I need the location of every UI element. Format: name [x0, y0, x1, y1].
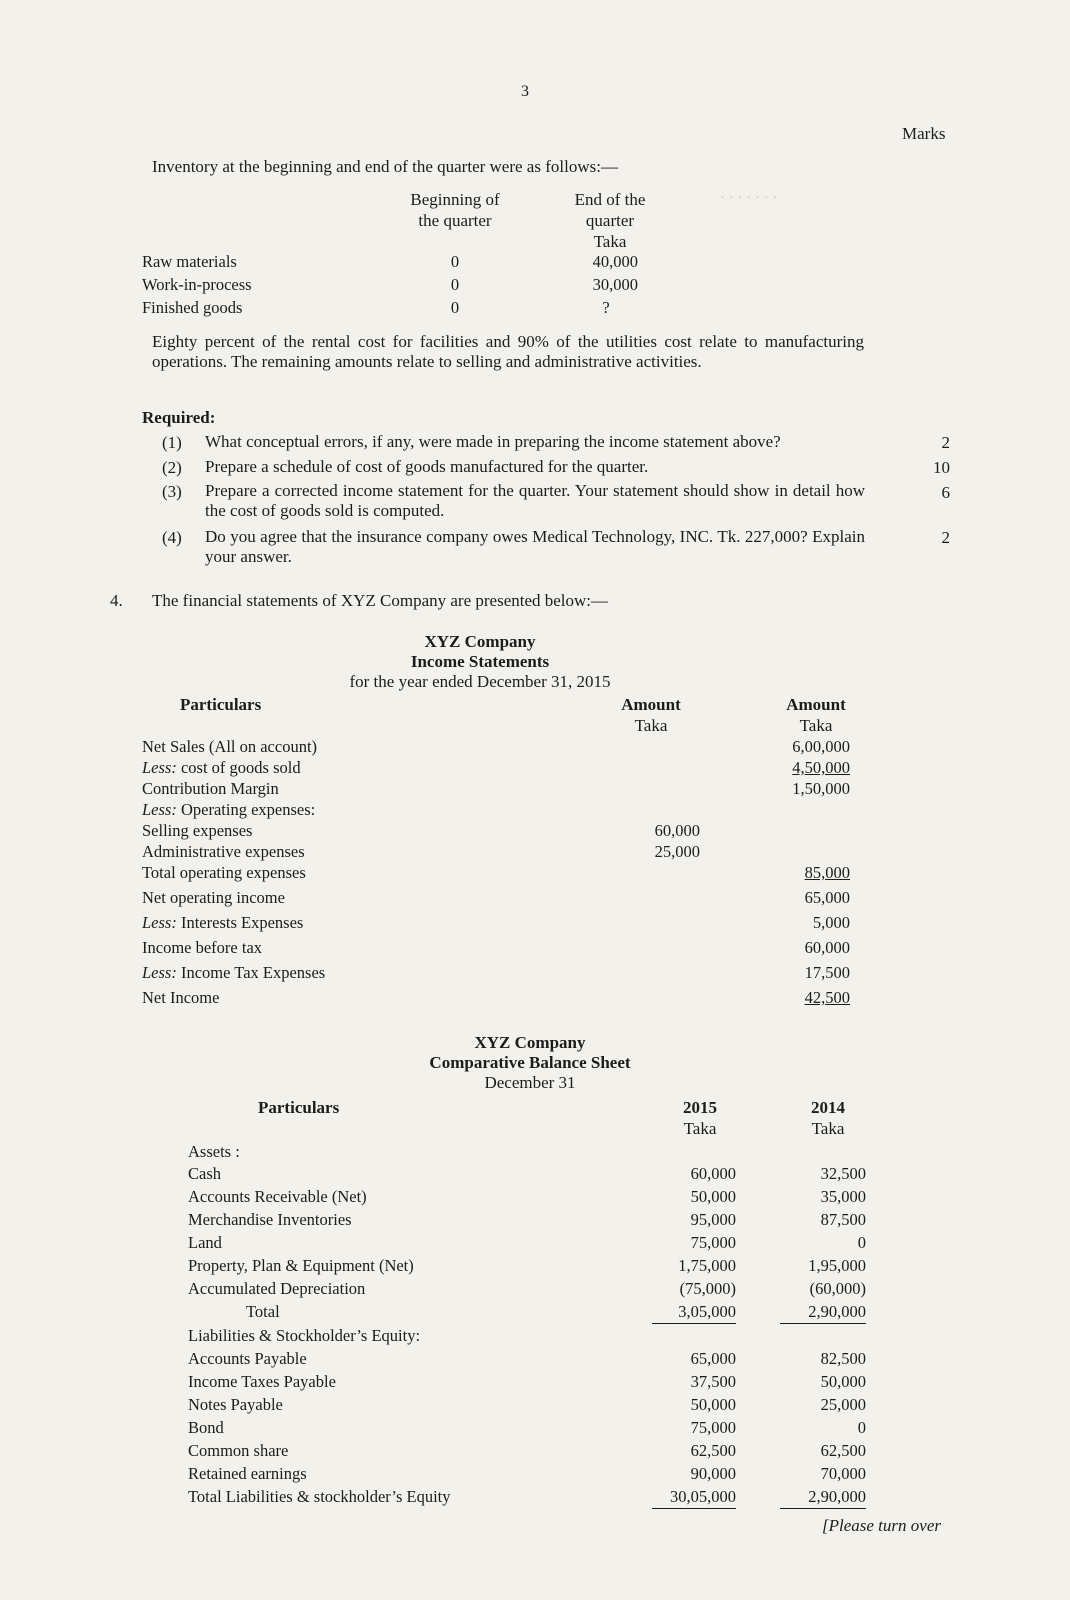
question-intro: The financial statements of XYZ Company are presented below:— [152, 591, 609, 610]
income-col-particulars: Particulars [180, 695, 262, 714]
assets-heading: Assets : [188, 1142, 240, 1161]
income-row-label: Selling expenses [142, 821, 253, 840]
required-item-number: (1) [162, 433, 182, 452]
required-item-number: (2) [162, 458, 182, 477]
income-amount2: 60,000 [804, 938, 850, 957]
income-amount1: 60,000 [654, 821, 700, 840]
balance-title: Comparative Balance Sheet [429, 1053, 631, 1072]
income-amount2: 17,500 [804, 963, 850, 982]
asset-row-label: Land [188, 1233, 222, 1252]
liability-row-2015: 65,000 [690, 1349, 736, 1368]
required-item-marks: 6 [941, 483, 950, 502]
liability-row-2014: 0 [857, 1418, 866, 1437]
asset-row-2014: 87,500 [820, 1210, 866, 1229]
income-row-label: Net operating income [142, 888, 285, 907]
liability-row-label: Accounts Payable [188, 1349, 307, 1368]
income-row-label: Less: cost of goods sold [142, 758, 301, 777]
inventory-row-label: Finished goods [142, 298, 243, 317]
asset-row-2015: 60,000 [690, 1164, 736, 1183]
required-heading: Required: [142, 408, 216, 427]
asset-row-label: Merchandise Inventories [188, 1210, 352, 1229]
inventory-col1-header: Beginning of the quarter [410, 190, 500, 230]
balance-col-particulars: Particulars [258, 1098, 340, 1117]
inventory-row-end: 30,000 [592, 275, 638, 294]
income-row-label: Administrative expenses [142, 842, 305, 861]
income-row-label: Contribution Margin [142, 779, 279, 798]
liability-row-label: Notes Payable [188, 1395, 283, 1414]
income-company-name: XYZ Company [424, 632, 536, 651]
asset-row-label: Cash [188, 1164, 221, 1183]
income-row-label: Income before tax [142, 938, 263, 957]
liability-row-label: Bond [188, 1418, 224, 1437]
liability-row-2015: 62,500 [690, 1441, 736, 1460]
question-number: 4. [110, 591, 123, 610]
income-amount1: 25,000 [654, 842, 700, 861]
asset-row-2014: 32,500 [820, 1164, 866, 1183]
income-row-label: Total operating expenses [142, 863, 306, 882]
balance-company-name: XYZ Company [474, 1033, 586, 1052]
required-item-marks: 2 [941, 433, 950, 452]
income-amount2: 4,50,000 [792, 758, 850, 777]
inventory-row-begin: 0 [450, 275, 460, 294]
inventory-row-label: Work-in-process [142, 275, 252, 294]
income-row-label: Net Sales (All on account) [142, 737, 318, 756]
total-underline [780, 1323, 866, 1324]
liability-row-2015: 37,500 [690, 1372, 736, 1391]
asset-row-2015: 75,000 [690, 1233, 736, 1252]
total-underline [780, 1508, 866, 1509]
bleed-through-text: · · · · · · · [720, 190, 778, 206]
asset-row-2014: 1,95,000 [808, 1256, 866, 1275]
income-title: Income Statements [410, 652, 550, 671]
marks-header: Marks [902, 124, 946, 143]
liability-row-2014: 70,000 [820, 1464, 866, 1483]
inventory-row-begin: 0 [450, 252, 460, 271]
liability-row-label: Total Liabilities & stockholder’s Equity [188, 1487, 451, 1506]
income-col-amount2: Amount Taka [786, 695, 846, 735]
inventory-col2-header: End of the quarter Taka [574, 190, 646, 251]
required-item-marks: 2 [941, 528, 950, 547]
total-underline [652, 1508, 736, 1509]
liability-row-2015: 75,000 [690, 1418, 736, 1437]
asset-row-2014: 35,000 [820, 1187, 866, 1206]
asset-row-label: Accounts Receivable (Net) [188, 1187, 367, 1206]
liability-row-label: Retained earnings [188, 1464, 307, 1483]
income-amount2: 1,50,000 [792, 779, 850, 798]
asset-row-label: Total [246, 1302, 280, 1321]
liability-row-2014: 62,500 [820, 1441, 866, 1460]
income-row-label: Net Income [142, 988, 220, 1007]
asset-row-2015: (75,000) [679, 1279, 736, 1298]
required-item-number: (4) [162, 528, 182, 547]
required-item-marks: 10 [933, 458, 950, 477]
asset-row-2015: 3,05,000 [678, 1302, 736, 1321]
liability-row-2014: 2,90,000 [808, 1487, 866, 1506]
asset-row-label: Property, Plan & Equipment (Net) [188, 1256, 414, 1275]
required-item-text: Do you agree that the insurance company owes Medical Technology, INC. Tk. 227,000? Explain your answer. [205, 527, 865, 566]
income-amount2: 5,000 [812, 913, 850, 932]
income-period: for the year ended December 31, 2015 [349, 672, 611, 691]
asset-row-2014: 2,90,000 [808, 1302, 866, 1321]
income-amount2: 65,000 [804, 888, 850, 907]
balance-col-2015: 2015 Taka [683, 1098, 717, 1138]
inventory-row-begin: 0 [450, 298, 460, 317]
inventory-row-end: ? [602, 298, 610, 317]
liabilities-heading: Liabilities & Stockholder’s Equity: [188, 1326, 421, 1345]
asset-row-2015: 50,000 [690, 1187, 736, 1206]
liability-row-label: Income Taxes Payable [188, 1372, 336, 1391]
liability-row-2015: 50,000 [690, 1395, 736, 1414]
liability-row-2014: 82,500 [820, 1349, 866, 1368]
inventory-row-label: Raw materials [142, 252, 237, 271]
income-col-amount1: Amount Taka [621, 695, 681, 735]
liability-row-2014: 50,000 [820, 1372, 866, 1391]
required-item-text: Prepare a corrected income statement for the quarter. Your statement should show in detail how the cost of goods sold is computed. [205, 481, 865, 520]
balance-col-2014: 2014 Taka [811, 1098, 845, 1138]
required-item-text: What conceptual errors, if any, were made in preparing the income statement above? [205, 432, 781, 451]
page-number: 3 [521, 83, 529, 100]
liability-row-2015: 30,05,000 [670, 1487, 736, 1506]
income-amount2: 42,500 [804, 988, 850, 1007]
asset-row-2014: 0 [857, 1233, 866, 1252]
income-row-label: Less: Operating expenses: [142, 800, 316, 819]
balance-date: December 31 [484, 1073, 576, 1092]
income-row-label: Less: Interests Expenses [142, 913, 304, 932]
required-item-text: Prepare a schedule of cost of goods manufactured for the quarter. [205, 457, 649, 476]
liability-row-label: Common share [188, 1441, 289, 1460]
total-underline [652, 1323, 736, 1324]
inventory-row-end: 40,000 [592, 252, 638, 271]
income-amount2: 85,000 [804, 863, 850, 882]
asset-row-label: Accumulated Depreciation [188, 1279, 366, 1298]
income-amount2: 6,00,000 [792, 737, 850, 756]
liability-row-2015: 90,000 [690, 1464, 736, 1483]
turn-over-note: [Please turn over [822, 1516, 941, 1535]
allocation-paragraph: Eighty percent of the rental cost for facilities and 90% of the utilities cost relate to manufacturing operations. The remaining amounts relate to selling and administrative activities. [152, 332, 864, 371]
inventory-intro: Inventory at the beginning and end of the quarter were as follows:— [152, 157, 618, 176]
asset-row-2015: 95,000 [690, 1210, 736, 1229]
required-item-number: (3) [162, 482, 182, 501]
liability-row-2014: 25,000 [820, 1395, 866, 1414]
income-row-label: Less: Income Tax Expenses [142, 963, 326, 982]
asset-row-2014: (60,000) [809, 1279, 866, 1298]
asset-row-2015: 1,75,000 [678, 1256, 736, 1275]
